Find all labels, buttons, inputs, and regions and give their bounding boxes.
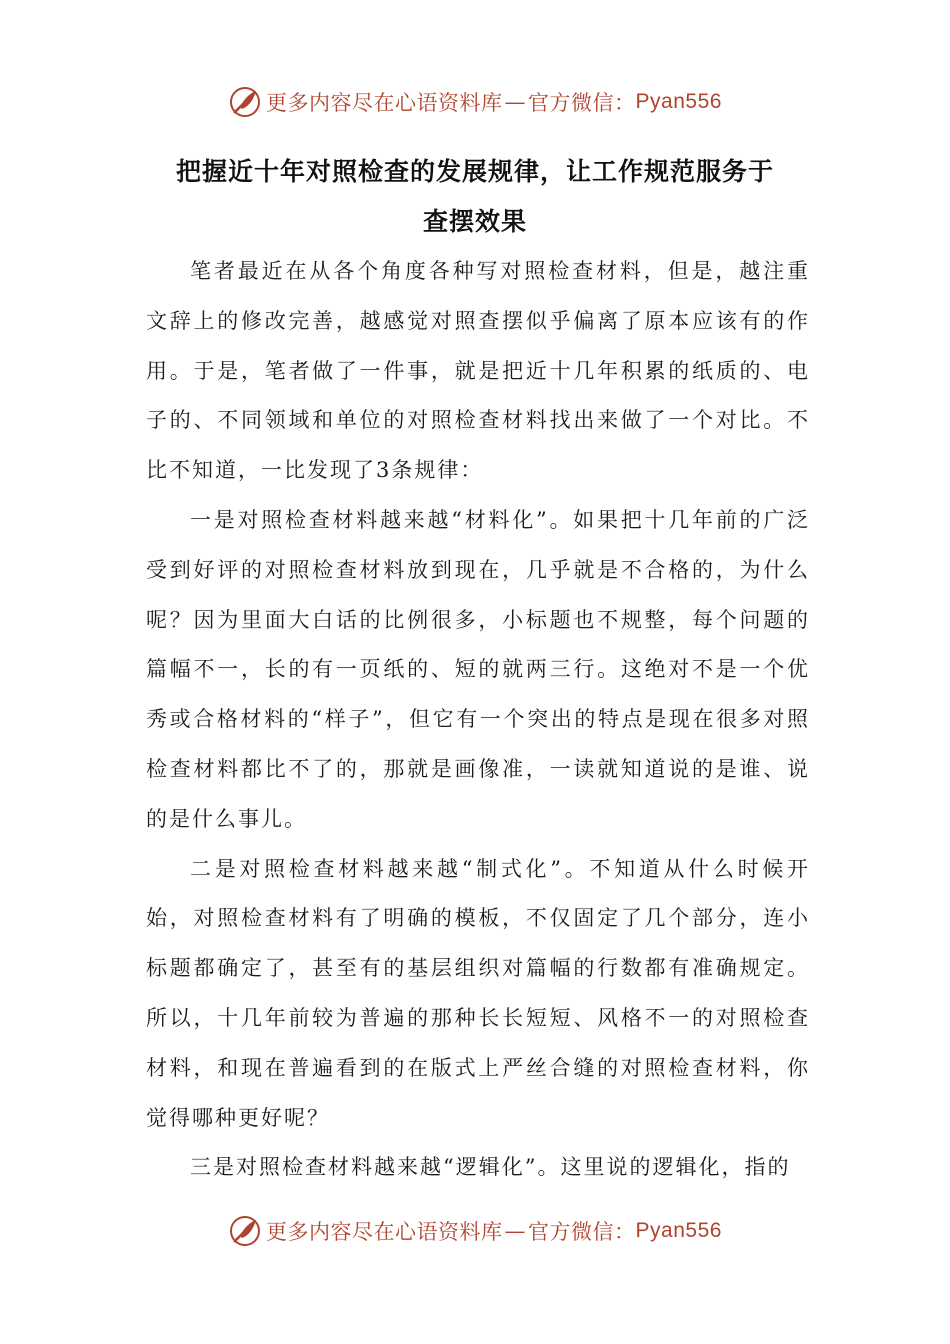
header-banner	[0, 82, 950, 122]
document-body	[146, 247, 810, 1193]
banner-separator: —	[504, 1219, 527, 1243]
banner-wechat-label: 官方微信：	[528, 91, 636, 115]
paragraph: 二是对照检查材料越来越“制式化”。不知道从什么时候开始，对照检查材料有了明确的模板，不仅固定了几个部分，连小标题都确定了，甚至有的基层组织对篇幅的行数都有准确规定。所以，十几年前较为普遍的那种长长短短、风格不一的对照检查材料，和现在普遍看到的在版式上严丝合缝的对照检查材料，你觉得哪种更好呢？	[146, 856, 810, 1130]
banner-library-name: 更多内容尽在心语资料库	[266, 91, 503, 115]
document-title-line-2: 查摆效果	[422, 207, 527, 236]
paragraph: 一是对照检查材料越来越“材料化”。如果把十几年前的广泛受到好评的对照检查材料放到现在，几乎就是不合格的，为什么呢？因为里面大白话的比例很多，小标题也不规整，每个问题的篇幅不一，长的有一页纸的、短的就两三行。这绝对不是一个优秀或合格材料的“样子”，但它有一个突出的特点是现在很多对照检查材料都比不了的，那就是画像准，一读就知道说的是谁、说的是什么事儿。	[146, 507, 810, 831]
quill-pen-logo-icon	[228, 1214, 262, 1248]
banner-wechat-label: 官方微信：	[528, 1220, 636, 1244]
footer-banner	[0, 1211, 950, 1251]
paragraph: 笔者最近在从各个角度各种写对照检查材料，但是，越注重文辞上的修改完善，越感觉对照查摆似乎偏离了原本应该有的作用。于是，笔者做了一件事，就是把近十几年积累的纸质的、电子的、不同领域和单位的对照检查材料找出来做了一个对比。不比不知道，一比发现了3条规律：	[146, 259, 810, 483]
document-title-line-1: 把握近十年对照检查的发展规律，让工作规范服务于	[175, 157, 774, 186]
banner-wechat-id: Pyan556	[635, 1219, 722, 1242]
paragraph: 三是对照检查材料越来越“逻辑化”。这里说的逻辑化，指的	[190, 1155, 791, 1180]
quill-pen-logo-icon	[228, 85, 262, 119]
banner-wechat-id: Pyan556	[635, 90, 722, 113]
banner-library-name: 更多内容尽在心语资料库	[266, 1220, 503, 1244]
banner-separator: —	[504, 90, 527, 114]
